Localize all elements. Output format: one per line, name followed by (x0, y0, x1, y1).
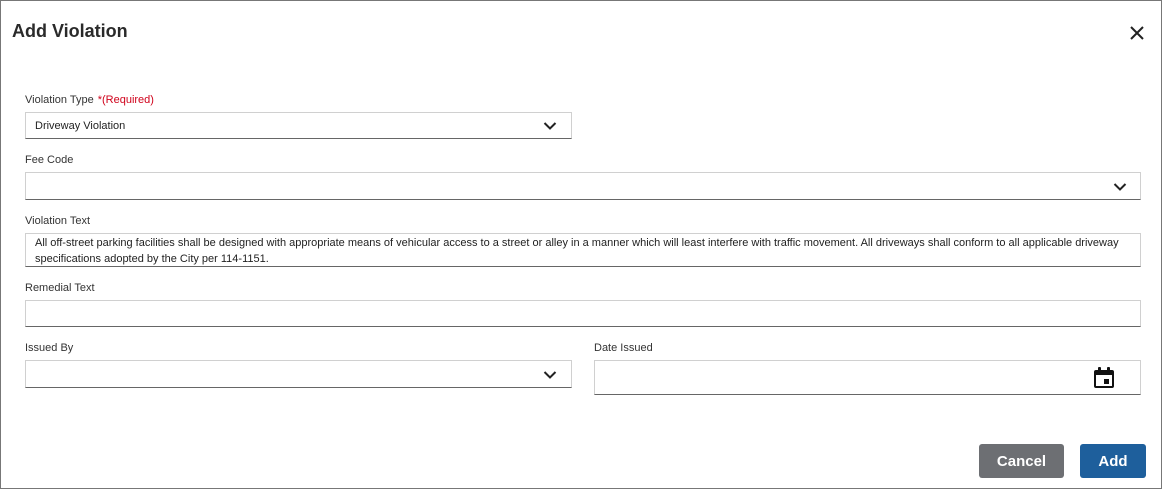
date-issued-label: Date Issued (594, 342, 653, 354)
cancel-button[interactable]: Cancel (979, 444, 1064, 478)
fee-code-select[interactable] (25, 172, 1141, 200)
issued-by-label: Issued By (25, 342, 74, 354)
remedial-text-label: Remedial Text (25, 282, 95, 294)
chevron-down-icon (543, 121, 557, 131)
fee-code-label: Fee Code (25, 154, 74, 166)
violation-text-label: Violation Text (25, 215, 91, 227)
violation-type-label (25, 94, 154, 106)
violation-type-value: Driveway Violation (35, 120, 126, 132)
chevron-down-icon (543, 370, 557, 380)
issued-by-select[interactable] (25, 360, 572, 388)
remedial-text-input[interactable] (25, 300, 1141, 327)
violation-type-select[interactable] (25, 112, 572, 139)
date-issued-input[interactable] (594, 360, 1141, 395)
dialog-title: Add Violation (12, 21, 128, 41)
violation-text-value: All off-street parking facilities shall be designed with appropriate means of vehicular access to a street or alley in a manner which will least interfere with traffic movement. All driveways shall conform to all applicable driveway specifications adopted by the City per 114-1151. (35, 237, 1119, 265)
close-icon (1129, 25, 1145, 41)
close-button[interactable] (1125, 21, 1149, 45)
violation-text-area[interactable] (25, 233, 1141, 267)
required-marker: *(Required) (97, 94, 154, 106)
violation-type-label-text: Violation Type (25, 94, 94, 106)
add-button[interactable]: Add (1080, 444, 1146, 478)
calendar-icon[interactable] (1092, 366, 1116, 390)
chevron-down-icon (1113, 182, 1127, 192)
